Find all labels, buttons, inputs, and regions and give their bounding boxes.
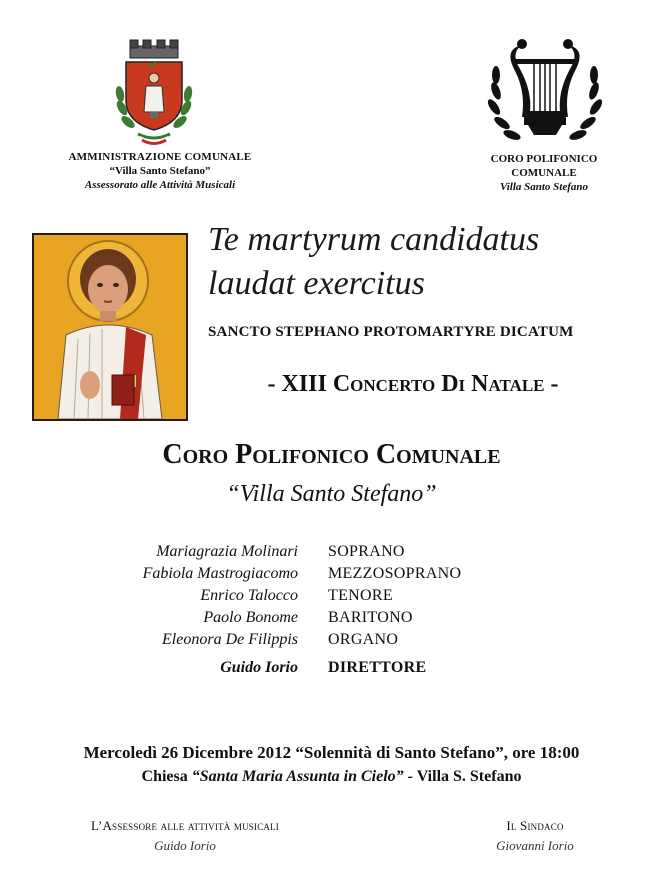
choir-title: Coro Polifonico Comunale [162,439,501,470]
performer-name: Eleonora De Filippis [162,631,298,648]
choir-header-town: Villa Santo Stefano [499,181,589,193]
concert-title: - XIII Concerto Di Natale - [267,371,559,397]
list-item [60,607,580,629]
list-item [60,563,580,585]
choir-header-line1: CORO POLIFONICO [490,153,598,165]
performer-name: Enrico Talocco [200,587,298,604]
motto-line-1: Te martyrum candidatus [208,221,540,258]
assessor-title: L’Assessore alle attività musicali [90,818,279,833]
dedication: SANCTO STEPHANO PROTOMARTYRE DICATUM [208,324,574,340]
signature-assessor [40,818,330,854]
director-role: DIRETTORE [328,659,427,676]
choir-subtitle: “Villa Santo Stefano” [226,481,437,507]
administration-header [40,150,280,192]
performer-role: TENORE [328,587,393,604]
list-item [60,585,580,607]
choir-header [466,152,622,194]
motto-line-2: laudat exercitus [208,265,425,302]
venue-prefix: Chiesa [141,768,192,785]
lyre-icon [482,35,608,147]
performer-name: Fabiola Mastrogiacomo [142,565,298,582]
latin-motto [208,218,648,306]
director-name: Guido Iorio [220,659,298,676]
list-item [60,541,580,563]
choir-header-line2: COMUNALE [511,167,577,179]
performer-name: Mariagrazia Molinari [156,543,298,560]
administration-name: AMMINISTRAZIONE COMUNALE [68,151,252,163]
performer-role: BARITONO [328,609,413,626]
assessor-name: Guido Iorio [154,838,216,853]
mayor-title: Il Sindaco [506,818,564,833]
event-date: Mercoledì 26 Dicembre 2012 “Solennità di Santo Stefano”, ore 18:00 [83,743,580,762]
performer-role: ORGANO [328,631,399,648]
venue-suffix: - Villa S. Stefano [403,768,522,785]
municipal-coat-of-arms [108,38,200,148]
saint-stephen-icon [32,233,188,421]
performer-name: Paolo Bonome [203,609,298,626]
list-item [60,629,580,651]
town-name: “Villa Santo Stefano” [109,165,211,177]
venue-church-name: “Santa Maria Assunta in Cielo” [191,768,404,785]
director-row [60,657,580,679]
performers-list [60,541,580,679]
event-venue [0,768,663,786]
performer-role: MEZZOSOPRANO [328,565,462,582]
signature-mayor [460,818,610,854]
mayor-name: Giovanni Iorio [496,838,574,853]
performer-role: SOPRANO [328,543,405,560]
department-name: Assessorato alle Attività Musicali [84,179,236,191]
